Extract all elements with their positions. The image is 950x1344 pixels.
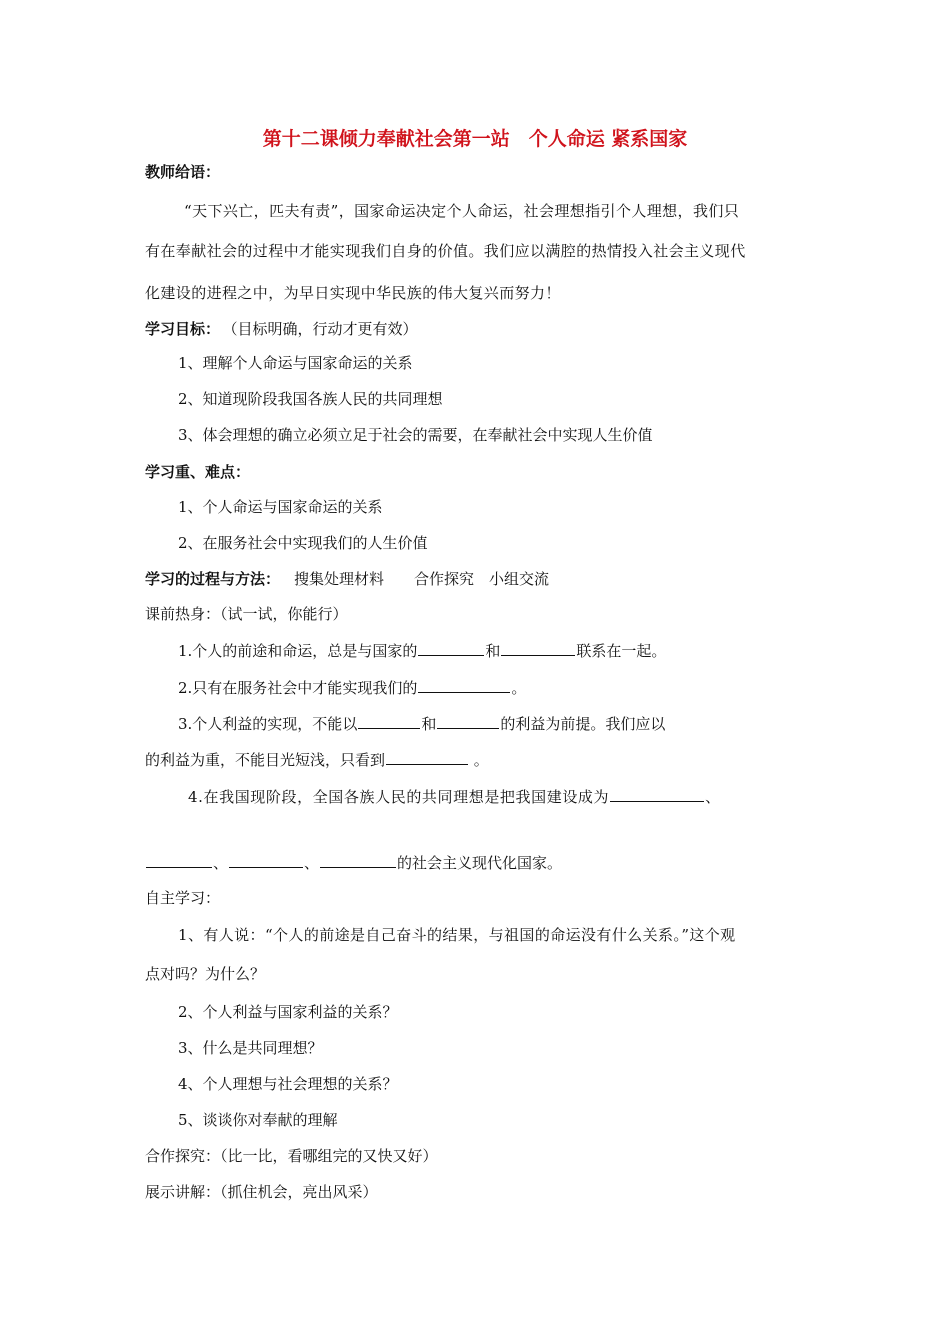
goal-item-1: 1、理解个人命运与国家命运的关系: [178, 354, 413, 372]
self-study-q3: 3、什么是共同理想？: [178, 1039, 323, 1057]
keypoints-heading: 学习重、难点：: [145, 463, 251, 481]
blank-8[interactable]: [146, 852, 212, 868]
blank-2[interactable]: [501, 640, 575, 656]
warmup-q3-text-e: 。: [469, 751, 489, 769]
warmup-q3-text-a: 3.个人利益的实现，不能以: [178, 715, 358, 733]
page-title: 第十二课倾力奉献社会第一站 个人命运 紧系国家: [262, 128, 688, 150]
warmup-q4-cont: [145, 852, 562, 874]
warmup-q3: [178, 713, 665, 735]
blank-10[interactable]: [320, 852, 396, 868]
goal-item-2: 2、知道现阶段我国各族人民的共同理想: [178, 390, 443, 408]
cooperation-line: 合作探究：（比一比，看哪组完的又快又好）: [145, 1147, 438, 1165]
self-study-q1-line1: 1、有人说：“个人的前途是自己奋斗的结果，与祖国的命运没有什么关系。”这个观: [178, 926, 736, 944]
blank-4[interactable]: [358, 713, 420, 729]
process-heading: 学习的过程与方法：: [145, 570, 281, 588]
goal-item-3: 3、体会理想的确立必须立足于社会的需要，在奉献社会中实现人生价值: [178, 426, 653, 444]
blank-9[interactable]: [229, 852, 303, 868]
warmup-q3-text-d: 的利益为重，不能目光短浅，只看到: [145, 751, 386, 769]
warmup-q4-text-e: 的社会主义现代化国家。: [397, 854, 563, 872]
warmup-q1-text-c: 联系在一起。: [576, 642, 667, 660]
keypoint-item-2: 2、在服务社会中实现我们的人生价值: [178, 534, 428, 552]
process-methods: 搜集处理材料 合作探究 小组交流: [294, 570, 550, 588]
warmup-q4-text-a: 4.在我国现阶段，全国各族人民的共同理想是把我国建设成为: [188, 788, 610, 806]
self-study-q5: 5、谈谈你对奉献的理解: [178, 1111, 338, 1129]
blank-6[interactable]: [386, 749, 468, 765]
goals-heading: 学习目标：: [145, 320, 221, 338]
self-study-heading: 自主学习：: [145, 889, 221, 907]
warmup-q3-cont: [145, 749, 489, 771]
teacher-line-3: 化建设的进程之中，为早日实现中华民族的伟大复兴而努力！: [145, 284, 561, 302]
process-row: [145, 568, 549, 590]
self-study-q1-line2: 点对吗？为什么？: [145, 965, 266, 983]
teacher-line-2: 有在奉献社会的过程中才能实现我们自身的价值。我们应以满腔的热情投入社会主义现代: [145, 242, 746, 260]
keypoint-item-1: 1、个人命运与国家命运的关系: [178, 498, 383, 516]
goals-note: （目标明确，行动才更有效）: [230, 320, 418, 338]
warmup-q4-text-b: 、: [705, 788, 721, 806]
warmup-q1-text-a: 1.个人的前途和命运，总是与国家的: [178, 642, 418, 660]
warmup-q4-text-c: 、: [213, 854, 229, 872]
teacher-heading: 教师给语：: [145, 163, 221, 181]
presentation-line: 展示讲解：（抓住机会，亮出风采）: [145, 1183, 378, 1201]
warmup-q2-text-a: 2.只有在服务社会中才能实现我们的: [178, 679, 418, 697]
warmup-q4-text-d: 、: [304, 854, 320, 872]
warmup-q1: [178, 640, 666, 662]
warmup-q3-text-b: 和: [421, 715, 437, 733]
self-study-q2: 2、个人利益与国家利益的关系？: [178, 1003, 398, 1021]
teacher-line-1: “天下兴亡，匹夫有责”，国家命运决定个人命运，社会理想指引个人理想，我们只: [184, 202, 740, 220]
warmup-q2-text-b: 。: [511, 679, 527, 697]
blank-1[interactable]: [418, 640, 484, 656]
warmup-q1-text-b: 和: [485, 642, 501, 660]
warmup-q2: [178, 677, 526, 699]
warmup-q4: [188, 786, 721, 808]
goals-row: [145, 318, 418, 340]
self-study-q4: 4、个人理想与社会理想的关系？: [178, 1075, 398, 1093]
blank-7[interactable]: [610, 786, 704, 802]
warmup-heading: 课前热身：（试一试，你能行）: [145, 605, 348, 623]
blank-5[interactable]: [437, 713, 499, 729]
blank-3[interactable]: [418, 677, 510, 693]
warmup-q3-text-c: 的利益为前提。我们应以: [500, 715, 666, 733]
